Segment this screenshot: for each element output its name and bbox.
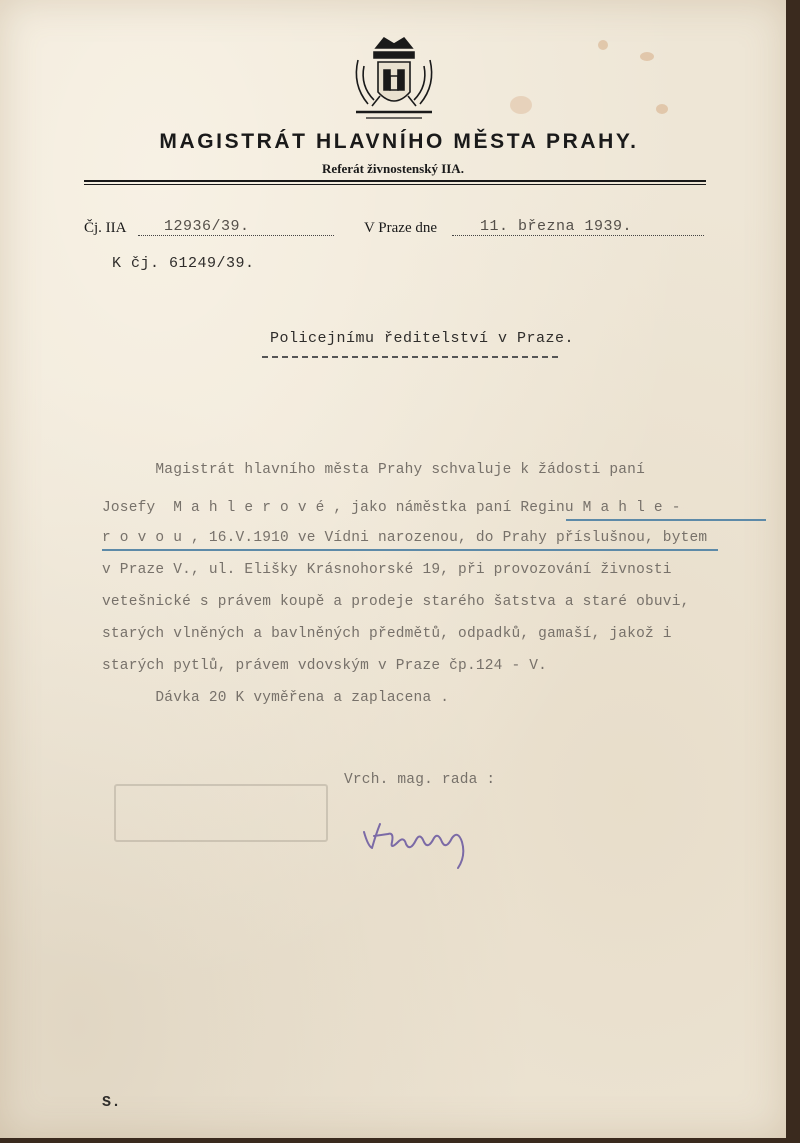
recipient: Policejnímu ředitelství v Praze.: [270, 330, 575, 347]
stain: [510, 96, 532, 114]
header-rule: [84, 184, 706, 185]
body-line: Magistrát hlavního města Prahy schvaluje k žádosti paní: [102, 462, 645, 478]
stain: [656, 104, 668, 114]
header-rule: [84, 180, 706, 182]
cj-value: 12936/39.: [164, 218, 250, 235]
body-line: v Praze V., ul. Elišky Krásnohorské 19, při provozování živnosti: [102, 562, 672, 578]
blue-underline: [102, 549, 718, 551]
body-line: r o v o u , 16.V.1910 ve Vídni narozenou, do Prahy příslušnou, bytem: [102, 530, 708, 546]
office-title: MAGISTRÁT HLAVNÍHO MĚSTA PRAHY.: [159, 130, 639, 153]
footer-mark: S.: [102, 1094, 122, 1111]
date-dotted-line: [452, 235, 704, 236]
blue-underline: [566, 519, 766, 521]
handwritten-signature: [358, 812, 478, 872]
cj-label: Čj. IIA: [84, 220, 127, 236]
body-line: starých vlněných a bavlněných předmětů, odpadků, gamaší, jakož i: [102, 626, 672, 642]
signature-title: Vrch. mag. rada :: [344, 772, 496, 788]
body-line: Dávka 20 K vyměřena a zaplacena .: [102, 690, 450, 706]
body-line: starých pytlů, právem vdovským v Praze čp.124 - V.: [102, 658, 548, 674]
prague-coat-of-arms-icon: [346, 30, 442, 126]
date-label: V Praze dne: [364, 220, 438, 236]
body-line: Josefy M a h l e r o v é , jako náměstka paní Reginu M a h l e -: [102, 500, 681, 516]
stain: [598, 40, 608, 50]
faded-stamp: [114, 784, 328, 842]
cj-dotted-line: [138, 235, 334, 236]
date-value: 11. března 1939.: [480, 218, 633, 235]
stain: [640, 52, 654, 61]
recipient-underline: [262, 356, 558, 358]
related-reference: K čj. 61249/39.: [112, 255, 255, 272]
body-line: vetešnické s právem koupě a prodeje starého šatstva a staré obuvi,: [102, 594, 690, 610]
office-subtitle: Referát živnostenský IIA.: [322, 161, 464, 176]
